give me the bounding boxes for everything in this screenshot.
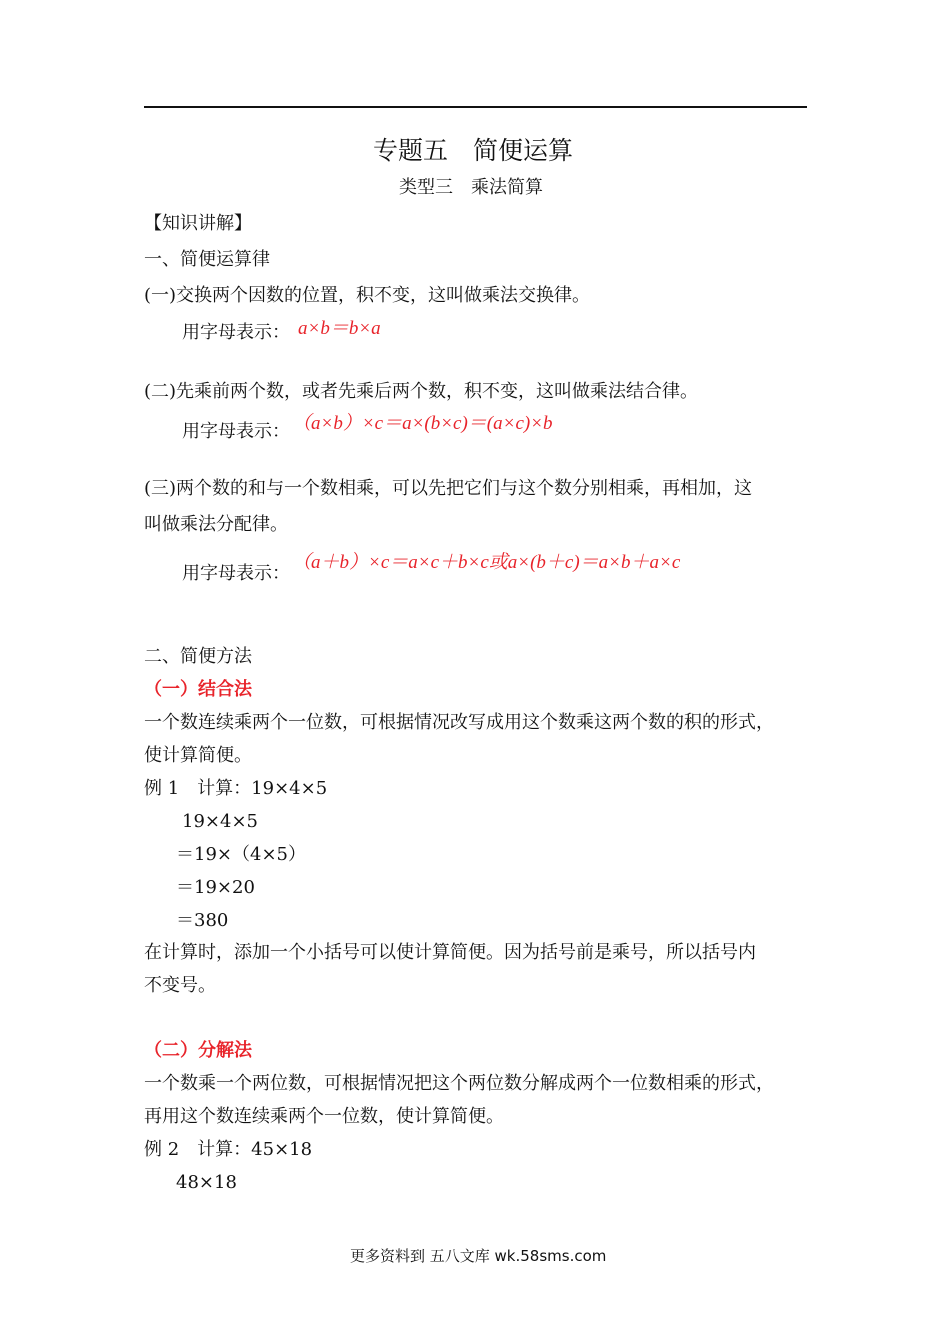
- method1-title: （一）结合法: [144, 679, 252, 700]
- example2-title: 例 2 计算：45×18: [144, 1139, 313, 1160]
- page-subtitle: 类型三 乘法简算: [399, 177, 543, 198]
- law3-text-line1: (三)两个数的和与一个数相乘，可以先把它们与这个数分别相乘，再相加，这: [144, 478, 753, 499]
- header-rule: [144, 106, 807, 108]
- law1-text: (一)交换两个因数的位置，积不变，这叫做乘法交换律。: [144, 285, 591, 306]
- method1-note-line1: 在计算时，添加一个小括号可以使计算简便。因为括号前是乘号，所以括号内: [144, 942, 756, 963]
- footer-link[interactable]: 更多资料到 五八文库 wk.58sms.com: [350, 1247, 607, 1265]
- law2-label: 用字母表示：: [182, 421, 290, 442]
- knowledge-label: 【知识讲解】: [144, 213, 252, 234]
- method1-desc-line1: 一个数连续乘两个一位数，可根据情况改写成用这个数乘这两个数的积的形式，: [144, 712, 774, 733]
- method2-title: （二）分解法: [144, 1040, 252, 1061]
- method1-desc-line2: 使计算简便。: [144, 745, 252, 766]
- example2-step: 48×18: [176, 1172, 237, 1193]
- method2-desc-line1: 一个数乘一个两位数，可根据情况把这个两位数分解成两个一位数相乘的形式，: [144, 1073, 774, 1094]
- law3-formula: （a＋b）×c＝a×c＋b×c或a×(b＋c)＝a×b＋a×c: [292, 552, 681, 573]
- law3-text-line2: 叫做乘法分配律。: [144, 514, 288, 535]
- law1-label: 用字母表示：: [182, 322, 290, 343]
- section2-heading: 二、简便方法: [144, 646, 252, 667]
- example1-step: ＝19×20: [176, 877, 255, 898]
- example1-step: ＝19×（4×5）: [176, 844, 306, 865]
- law3-label: 用字母表示：: [182, 563, 290, 584]
- example1-step: ＝380: [176, 910, 229, 931]
- law2-text: (二)先乘前两个数，或者先乘后两个数，积不变，这叫做乘法结合律。: [144, 381, 699, 402]
- law2-formula: （a×b）×c＝a×(b×c)＝(a×c)×b: [292, 413, 553, 434]
- page-title: 专题五 简便运算: [373, 136, 574, 165]
- method1-note-line2: 不变号。: [144, 975, 216, 996]
- example1-step: 19×4×5: [182, 811, 258, 832]
- method2-desc-line2: 再用这个数连续乘两个一位数，使计算简便。: [144, 1106, 504, 1127]
- example1-title: 例 1 计算：19×4×5: [144, 778, 328, 799]
- section1-heading: 一、简便运算律: [144, 249, 270, 270]
- law1-formula: a×b＝b×a: [298, 318, 381, 339]
